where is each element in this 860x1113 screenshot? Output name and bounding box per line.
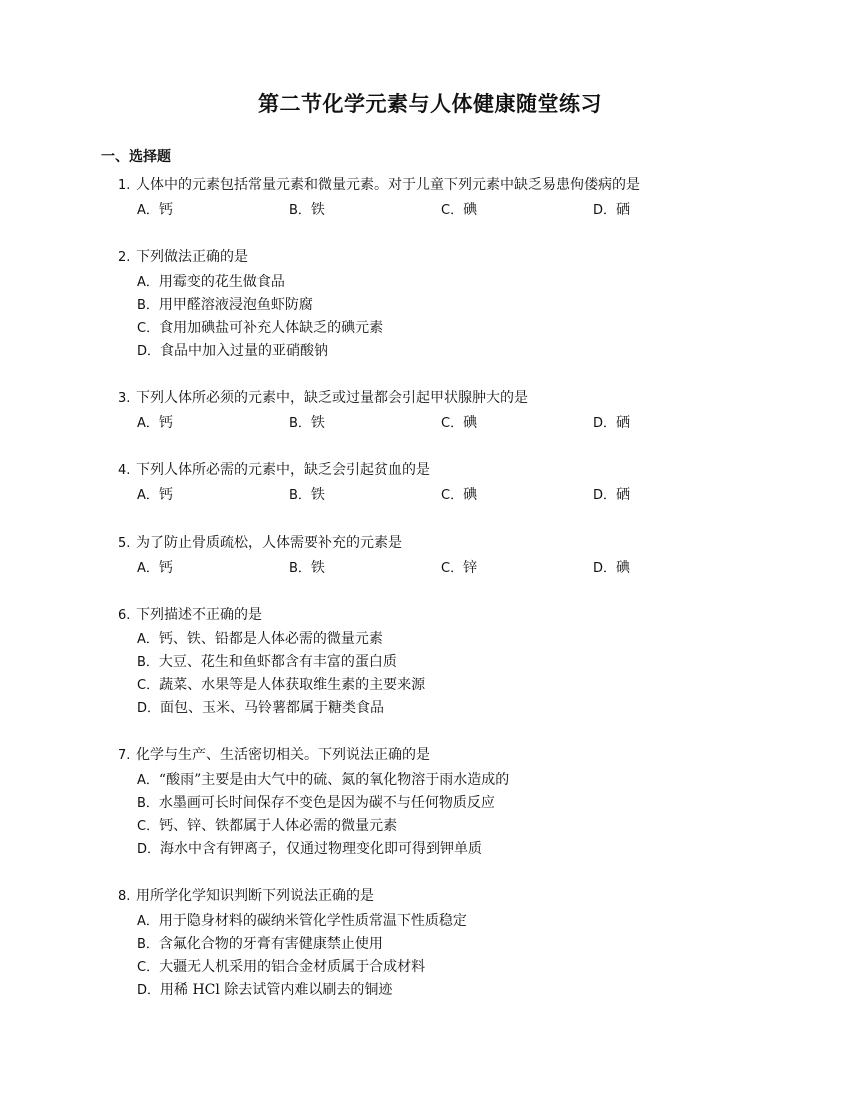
question-7-stem <box>118 746 430 765</box>
option-b: B．大豆、花生和鱼虾都含有丰富的蛋白质 <box>137 654 397 670</box>
option-b: B．铁 <box>289 560 325 576</box>
option-d: D．海水中含有钾离子，仅通过物理变化即可得到钾单质 <box>137 841 483 857</box>
option-a: A．钙 <box>137 202 173 218</box>
option-c: C．碘 <box>441 415 478 431</box>
question-5-stem <box>118 534 402 553</box>
question-8-stem <box>118 887 374 906</box>
question-number: 3. <box>118 391 131 406</box>
question-6-stem <box>118 606 262 625</box>
option-d: D．碘 <box>593 560 631 576</box>
option-d: D．食品中加入过量的亚硝酸钠 <box>137 343 329 359</box>
question-text: 下列人体所必需的元素中，缺乏会引起贫血的是 <box>136 462 430 478</box>
option-c: C．钙、锌、铁都属于人体必需的微量元素 <box>137 818 398 834</box>
section-heading: 一、选择题 <box>101 149 171 165</box>
question-text: 化学与生产、生活密切相关。下列说法正确的是 <box>136 747 430 763</box>
option-d: D．用稀 HCl 除去试管内难以刷去的铜迹 <box>137 982 393 998</box>
option-d: D．硒 <box>593 202 631 218</box>
option-c: C．锌 <box>441 560 478 576</box>
question-number: 6. <box>118 608 131 623</box>
option-b: B．用甲醛溶液浸泡鱼虾防腐 <box>137 297 313 313</box>
page-title: 第二节化学元素与人体健康随堂练习 <box>258 91 602 116</box>
question-number: 7. <box>118 748 131 763</box>
option-a: A．“酸雨”主要是由大气中的硫、氮的氧化物溶于雨水造成的 <box>137 772 510 788</box>
question-text: 人体中的元素包括常量元素和微量元素。对于儿童下列元素中缺乏易患佝偻病的是 <box>136 177 640 193</box>
question-text: 用所学化学知识判断下列说法正确的是 <box>136 888 374 904</box>
option-b: B．含氟化合物的牙膏有害健康禁止使用 <box>137 936 383 952</box>
question-1-stem <box>118 176 640 195</box>
option-c: C．碘 <box>441 487 478 503</box>
option-c: C．蔬菜、水果等是人体获取维生素的主要来源 <box>137 677 426 693</box>
option-a: A．用于隐身材料的碳纳米管化学性质常温下性质稳定 <box>137 913 467 929</box>
question-4-stem <box>118 461 430 480</box>
option-c: C．大疆无人机采用的铝合金材质属于合成材料 <box>137 959 426 975</box>
question-text: 为了防止骨质疏松，人体需要补充的元素是 <box>136 535 402 551</box>
question-number: 1. <box>118 178 131 193</box>
option-d: D．硒 <box>593 487 631 503</box>
option-c: C．碘 <box>441 202 478 218</box>
question-2-stem <box>118 248 248 267</box>
option-d: D．面包、玉米、马铃薯都属于糖类食品 <box>137 700 385 716</box>
question-text: 下列做法正确的是 <box>136 249 248 265</box>
option-d: D．硒 <box>593 415 631 431</box>
option-b: B．铁 <box>289 487 325 503</box>
question-text: 下列人体所必须的元素中，缺乏或过量都会引起甲状腺肿大的是 <box>136 390 528 406</box>
question-number: 4. <box>118 463 131 478</box>
option-a: A．钙 <box>137 487 173 503</box>
option-b: B．铁 <box>289 415 325 431</box>
option-b: B．水墨画可长时间保存不变色是因为碳不与任何物质反应 <box>137 795 495 811</box>
option-a: A．钙 <box>137 560 173 576</box>
option-a: A．钙 <box>137 415 173 431</box>
question-number: 2. <box>118 250 131 265</box>
question-number: 8. <box>118 889 131 904</box>
option-b: B．铁 <box>289 202 325 218</box>
question-text: 下列描述不正确的是 <box>136 607 262 623</box>
option-a: A．钙、铁、铅都是人体必需的微量元素 <box>137 631 383 647</box>
question-3-stem <box>118 389 528 408</box>
option-a: A．用霉变的花生做食品 <box>137 274 285 290</box>
option-c: C．食用加碘盐可补充人体缺乏的碘元素 <box>137 320 384 336</box>
question-number: 5. <box>118 536 131 551</box>
